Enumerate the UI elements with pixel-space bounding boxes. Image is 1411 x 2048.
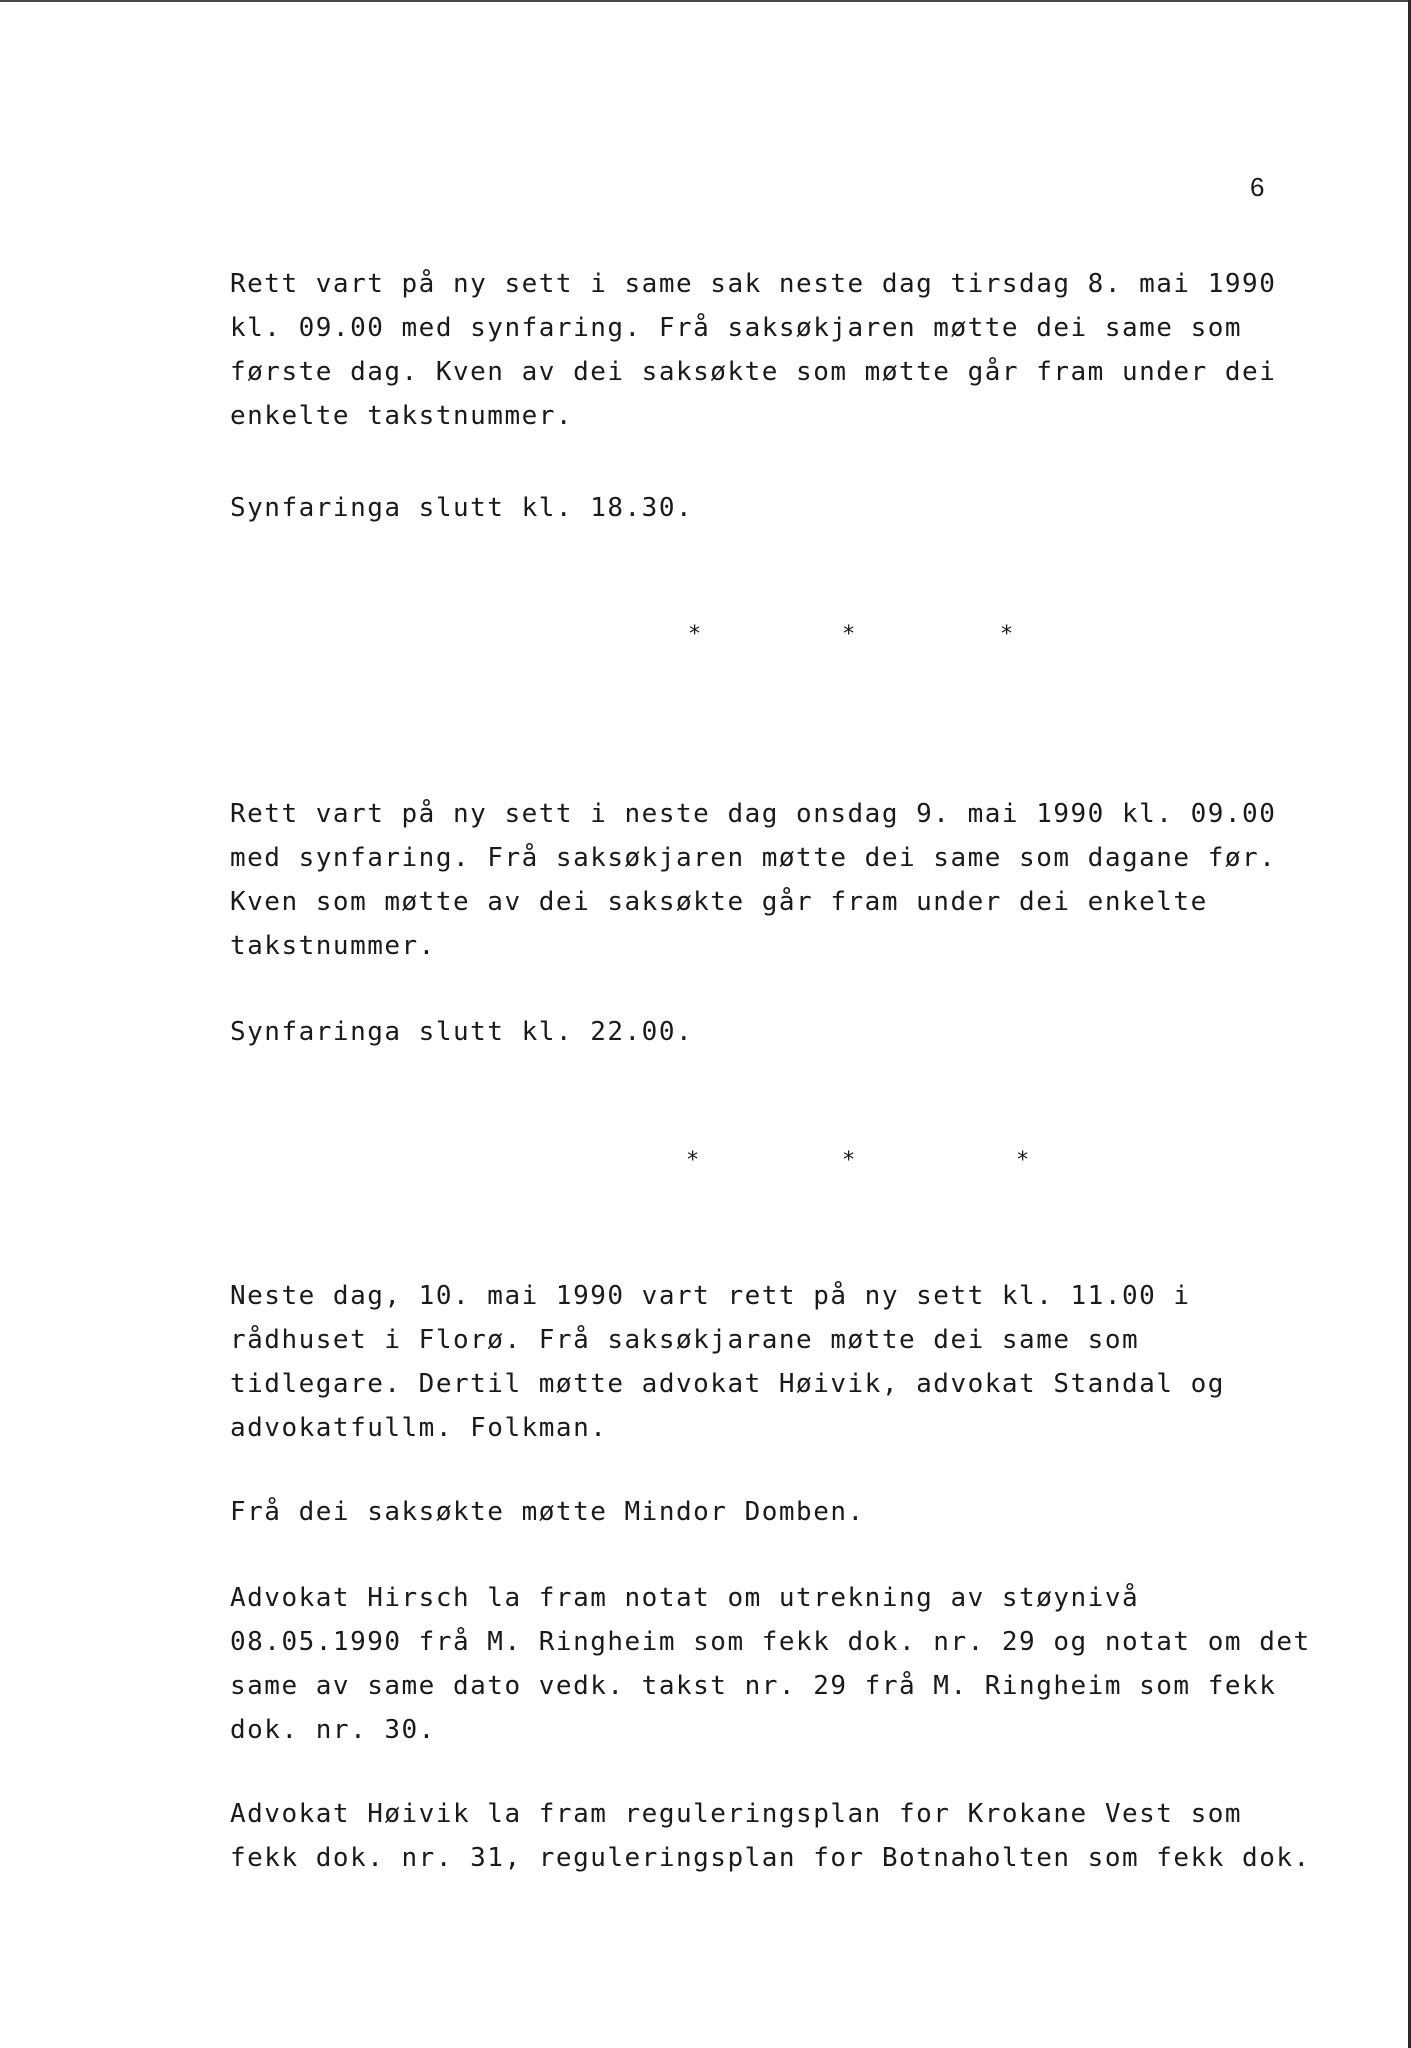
asterisk-icon: *: [1016, 1148, 1030, 1173]
text-line: Frå dei saksøkte møtte Mindor Domben.: [230, 1497, 865, 1527]
text-line: Synfaringa slutt kl. 22.00.: [230, 1017, 694, 1047]
text-line: enkelte takstnummer.: [230, 401, 574, 431]
text-line: med synfaring. Frå saksøkjaren møtte dei same som dagane før.: [230, 843, 1277, 873]
text-line: tidlegare. Dertil møtte advokat Høivik, advokat Standal og: [230, 1369, 1225, 1399]
paragraph-wednesday-session: [230, 792, 1360, 968]
text-line: dok. nr. 30.: [230, 1715, 436, 1745]
text-line: første dag. Kven av dei saksøkte som møtte går fram under dei: [230, 357, 1277, 387]
text-line: same av same dato vedk. takst nr. 29 frå M. Ringheim som fekk: [230, 1671, 1277, 1701]
text-line: Rett vart på ny sett i same sak neste dag tirsdag 8. mai 1990: [230, 269, 1277, 299]
asterisk-icon: *: [842, 622, 856, 647]
text-line: Synfaringa slutt kl. 18.30.: [230, 493, 694, 523]
text-line: advokatfullm. Folkman.: [230, 1413, 608, 1443]
text-line: Neste dag, 10. mai 1990 vart rett på ny sett kl. 11.00 i: [230, 1281, 1191, 1311]
paragraph-hirsch-documents: [230, 1576, 1360, 1752]
paragraph-defendants-present: [230, 1490, 1360, 1534]
text-line: 08.05.1990 frå M. Ringheim som fekk dok. nr. 29 og notat om det: [230, 1627, 1311, 1657]
paragraph-tuesday-session: [230, 262, 1360, 438]
text-line: Advokat Hirsch la fram notat om utrekning av støynivå: [230, 1583, 1140, 1613]
text-line: Kven som møtte av dei saksøkte går fram under dei enkelte: [230, 887, 1208, 917]
asterisk-icon: *: [842, 1148, 856, 1173]
asterisk-icon: *: [686, 1148, 700, 1173]
text-line: Rett vart på ny sett i neste dag onsdag 9. mai 1990 kl. 09.00: [230, 799, 1277, 829]
text-line: kl. 09.00 med synfaring. Frå saksøkjaren møtte dei same som: [230, 313, 1243, 343]
paragraph-inspection-end-2: [230, 1010, 1360, 1054]
asterisk-icon: *: [1000, 622, 1014, 647]
paragraph-hoivik-documents: [230, 1792, 1360, 1880]
page-number: 6: [1250, 172, 1265, 202]
text-line: rådhuset i Florø. Frå saksøkjarane møtte dei same som: [230, 1325, 1140, 1355]
paragraph-thursday-session: [230, 1274, 1360, 1450]
text-line: fekk dok. nr. 31, reguleringsplan for Botnaholten som fekk dok.: [230, 1843, 1311, 1873]
scan-top-edge: [0, 0, 1411, 2]
text-line: Advokat Høivik la fram reguleringsplan for Krokane Vest som: [230, 1799, 1243, 1829]
paragraph-inspection-end-1: [230, 486, 1360, 530]
section-separator: [0, 1148, 1411, 1178]
asterisk-icon: *: [688, 622, 702, 647]
section-separator: [0, 622, 1411, 652]
text-line: takstnummer.: [230, 931, 436, 961]
